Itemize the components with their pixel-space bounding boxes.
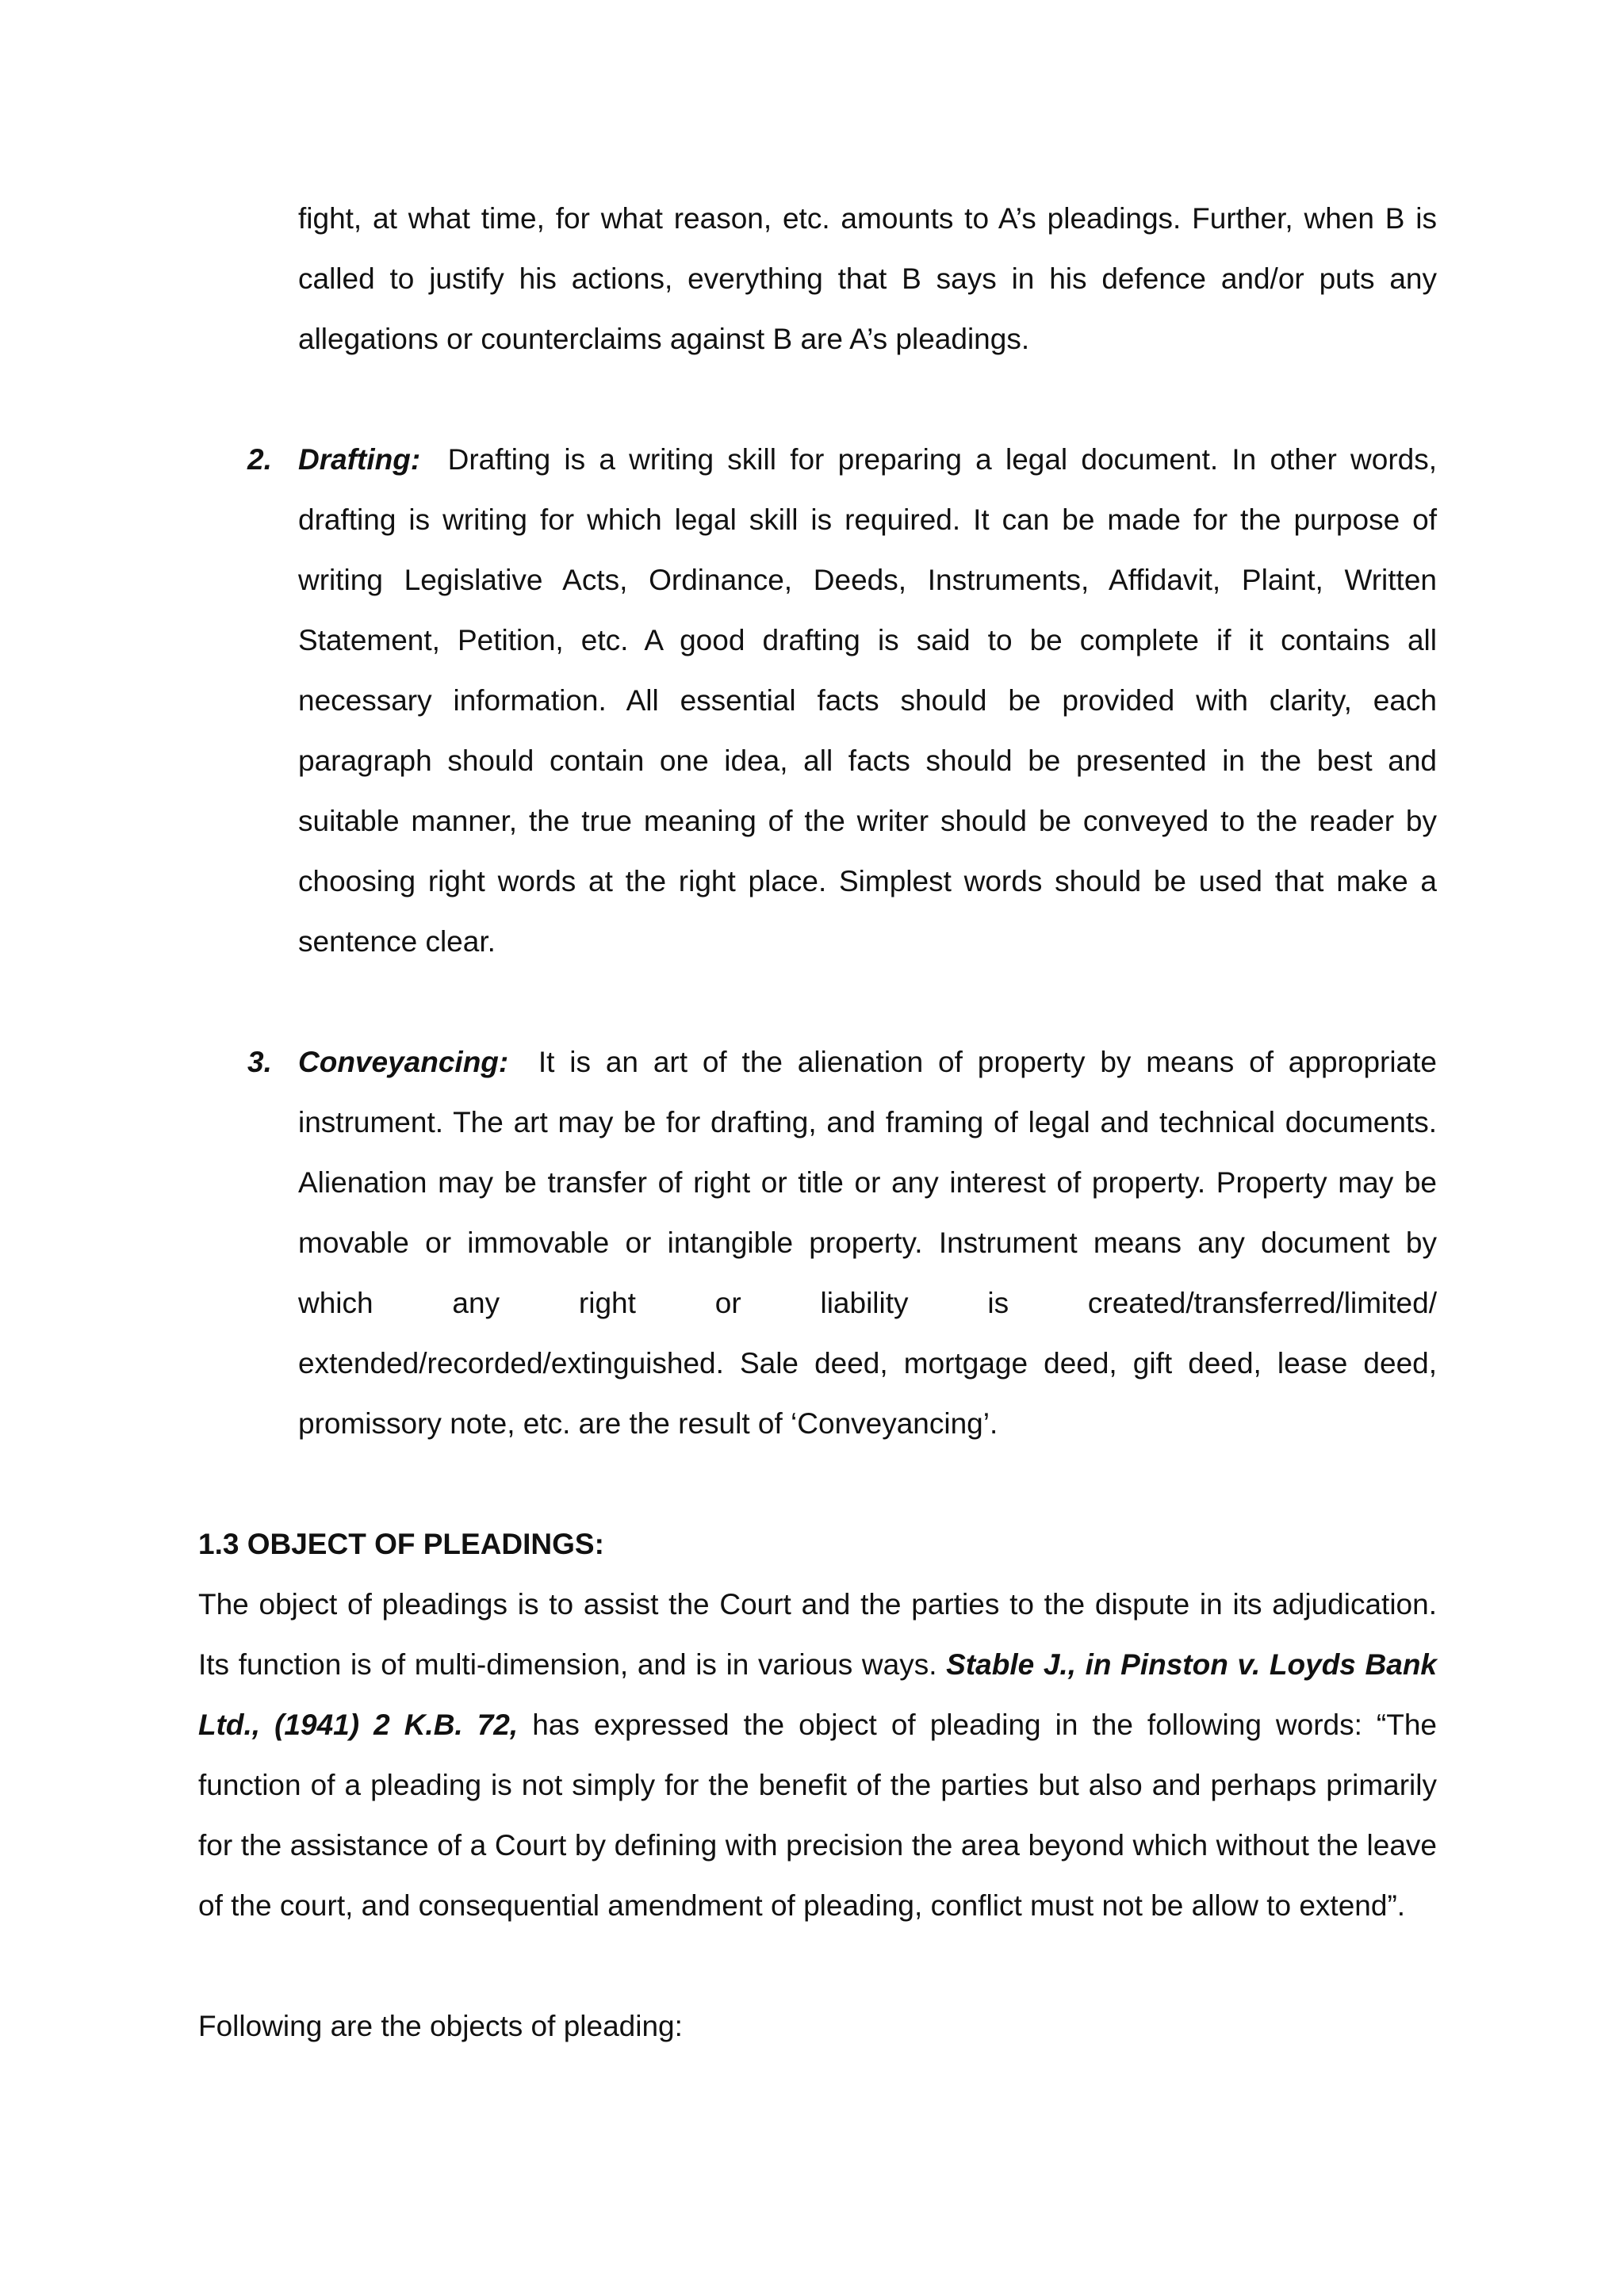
section-heading: 1.3 OBJECT OF PLEADINGS: bbox=[198, 1528, 604, 1560]
drafting-text: Drafting is a writing skill for preparing a legal document. In other words, drafting is writing for which legal skill is required. It can be made for the purpose of writing Legislative Acts, Ordinance, Deeds, Instruments, Affidavit, Plaint, Written Statement, Petition, etc. A good drafting is said to be complete if it contains all necessary information. All essential facts should be provided with clarity, each paragraph should contain one idea, all facts should be presented in the best and suitable manner, the true meaning of the writer should be conveyed to the reader by choosing right words at the right place. Simplest words should be used that make a sentence clear. bbox=[298, 443, 1438, 958]
continuation-paragraph bbox=[298, 189, 1437, 369]
term-label: Conveyancing: bbox=[298, 1046, 509, 1078]
continuation-text: fight, at what time, for what reason, etc. amounts to A’s pleadings. Further, when B is called to justify his actions, everything that B says in his defence and/or puts any allegations or counterclaims against B are A’s pleadings. bbox=[298, 202, 1437, 355]
term-label: Drafting: bbox=[298, 443, 421, 476]
object-paragraph bbox=[198, 1575, 1437, 1936]
conveyancing-text: It is an art of the alienation of property by means of appropriate instrument. The art may be for drafting, and framing of legal and technical documents. Alienation may be transfer of right or title or any interest of property. Property may be movable or immovable or intangible property. Instrument means any document by which any right or liability is created/transferred/limited/ extended/recorded/extinguished. Sale deed, mortgage deed, gift deed, lease deed, promissory note, etc. are the result of ‘Conveyancing’. bbox=[298, 1046, 1437, 1440]
paragraph-text: has expressed the object of pleading in the following words: “The function of a pleading is not simply for the benefit of the parties but also and perhaps primarily for the assistance of a Court by defining with precision the area beyond which without the leave of the court, and consequential amendment of pleading, conflict must not be allow to extend”. bbox=[198, 1709, 1437, 1922]
following-line: Following are the objects of pleading: bbox=[198, 2010, 683, 2042]
case-citation: Stable J., in Pinston v. Loyds Bank Ltd., (1941) 2 K.B. 72, bbox=[198, 1648, 1438, 1741]
list-number: 2. bbox=[247, 443, 272, 476]
list-number: 3. bbox=[247, 1046, 272, 1078]
conveyancing-paragraph bbox=[298, 1032, 1437, 1454]
paragraph-text: The object of pleadings is to assist the Court and the parties to the dispute in its adjudication. Its function is of multi-dimension, and is in various ways. bbox=[198, 1588, 1437, 1681]
drafting-paragraph bbox=[298, 430, 1437, 972]
